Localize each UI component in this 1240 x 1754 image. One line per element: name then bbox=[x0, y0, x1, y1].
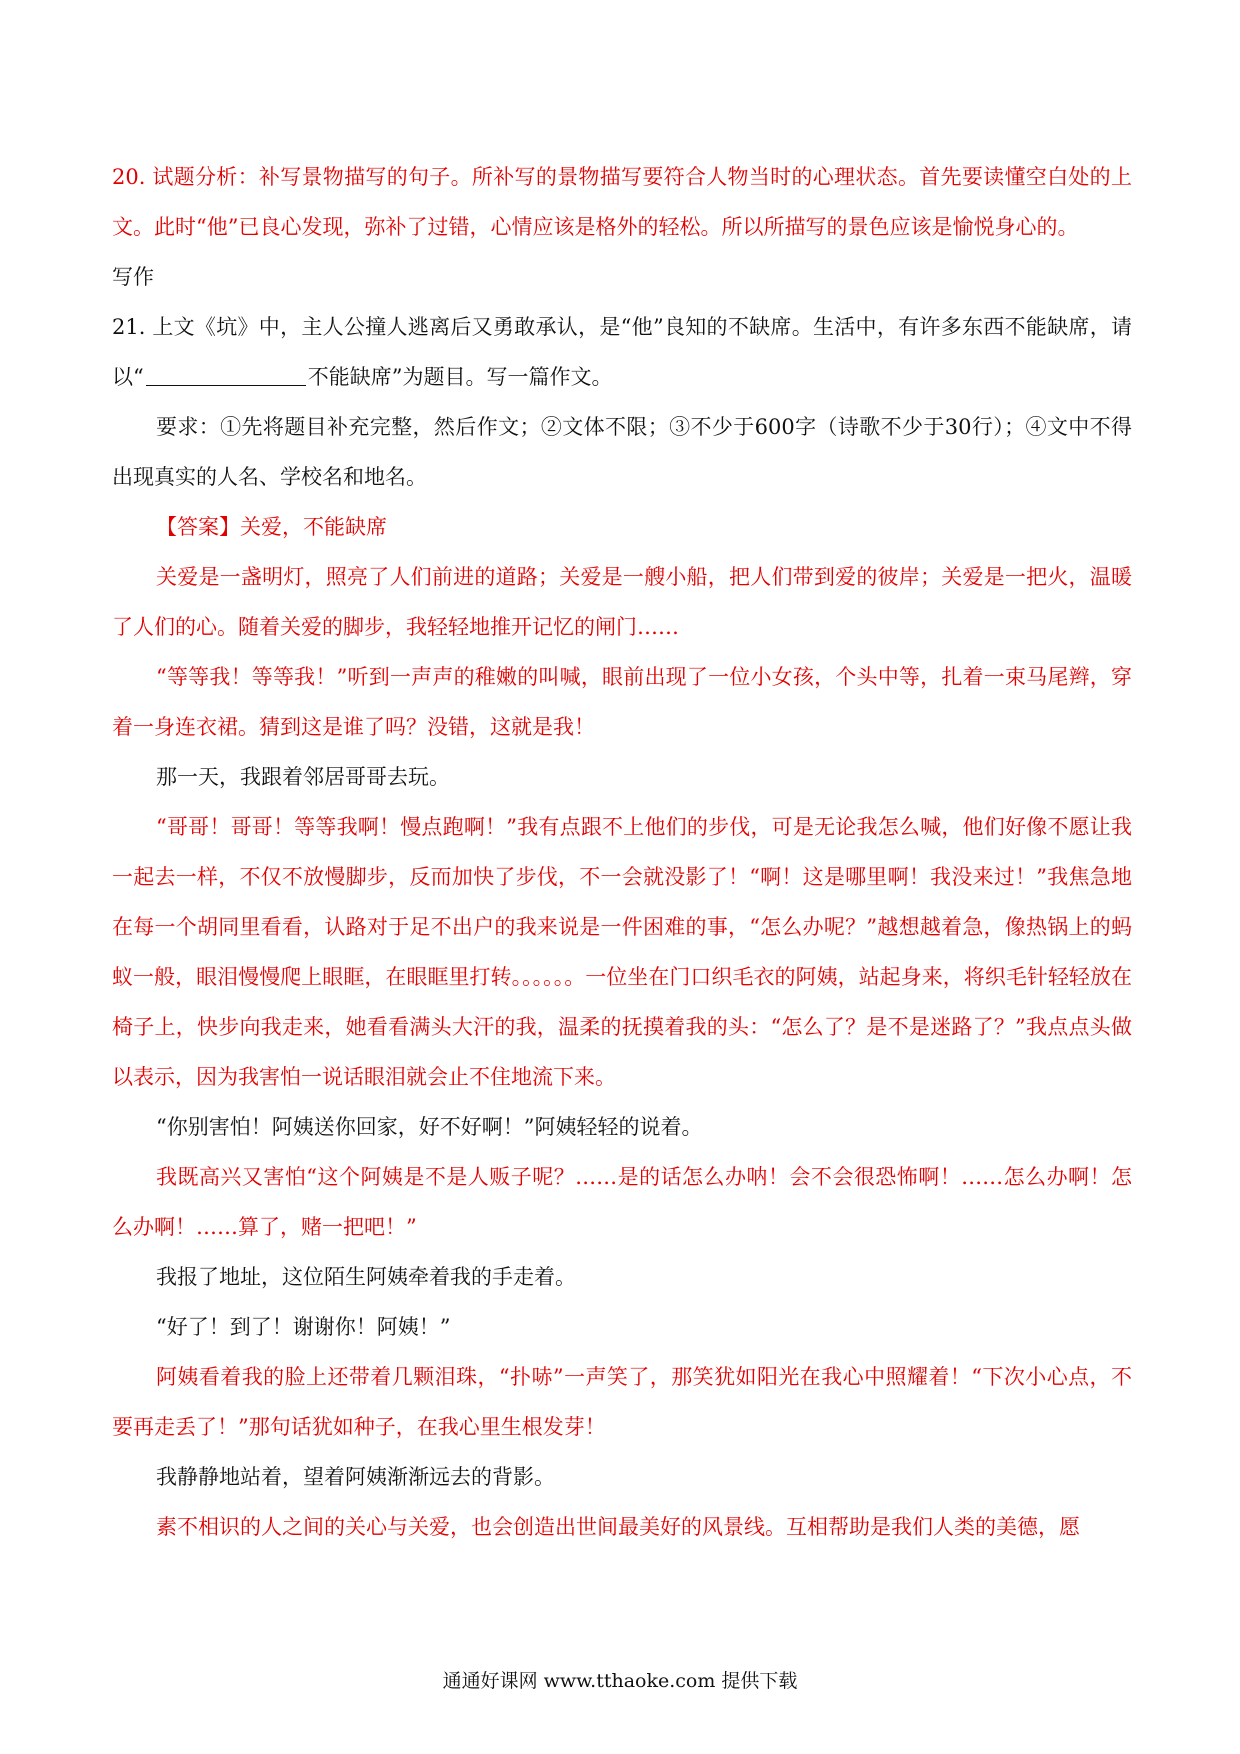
question-21-requirements: 要求：①先将题目补充完整，然后作文；②文体不限；③不少于600字（诗歌不少于30行）；④文中不得出现真实的人名、学校名和地名。 bbox=[112, 415, 1132, 489]
essay-paragraph: 我报了地址，这位陌生阿姨牵着我的手走着。 bbox=[156, 1265, 576, 1289]
title-blank bbox=[146, 363, 306, 386]
answer-heading bbox=[112, 502, 1132, 552]
analysis-20: 20. 试题分析：补写景物描写的句子。所补写的景物描写要符合人物当时的心理状态。首先要读懂空白处的上文。此时“他”已良心发现，弥补了过错，心情应该是格外的轻松。所以所描写的景色应该是愉悦身心的。 bbox=[112, 165, 1132, 239]
essay-paragraph: 那一天，我跟着邻居哥哥去玩。 bbox=[156, 765, 450, 789]
question-21-text-start: 21. 上文《坑》中，主人公撞人逃离后又勇敢承认，是“他”良知的不缺席。生活中，有许多东西不能缺席，请以“ bbox=[112, 315, 1132, 389]
essay-paragraph: 阿姨看着我的脸上还带着几颗泪珠，“扑哧”一声笑了，那笑犹如阳光在我心中照耀着！“下次小心点，不要再走丢了！”那句话犹如种子，在我心里生根发芽！ bbox=[112, 1365, 1132, 1439]
section-title: 写作 bbox=[112, 265, 154, 289]
essay-paragraph: “哥哥！哥哥！等等我啊！慢点跑啊！”我有点跟不上他们的步伐，可是无论我怎么喊，他们好像不愿让我一起去一样，不仅不放慢脚步，反而加快了步伐，不一会就没影了！“啊！这是哪里啊！我没来过！”我焦急地在每一个胡同里看看，认路对于足不出户的我来说是一件困难的事，“怎么办呢？”越想越着急，像热锅上的蚂蚁一般，眼泪慢慢爬上眼眶，在眼眶里打转。。。。。。一位坐在门口织毛衣的阿姨，站起身来，将织毛针轻轻放在椅子上，快步向我走来，她看看满头大汗的我，温柔的抚摸着我的头：“怎么了？是不是迷路了？”我点点头做以表示，因为我害怕一说话眼泪就会止不住地流下来。 bbox=[112, 815, 1132, 1089]
answer-label: 【答案】 bbox=[156, 515, 240, 539]
essay-body bbox=[112, 552, 1132, 1552]
question-21 bbox=[112, 302, 1132, 402]
essay-paragraph: “等等我！等等我！”听到一声声的稚嫩的叫喊，眼前出现了一位小女孩，个头中等，扎着一束马尾辫，穿着一身连衣裙。猜到这是谁了吗？没错，这就是我！ bbox=[112, 665, 1132, 739]
answer-title: 关爱，不能缺席 bbox=[240, 515, 387, 539]
page-footer: 通通好课网 www.tthaoke.com 提供下载 bbox=[442, 1670, 798, 1692]
essay-paragraph: “好了！到了！谢谢你！阿姨！” bbox=[156, 1315, 451, 1339]
essay-paragraph: 我既高兴又害怕“这个阿姨是不是人贩子呢？……是的话怎么办呐！会不会很恐怖啊！……怎么办啊！怎么办啊！……算了，赌一把吧！” bbox=[112, 1165, 1132, 1239]
question-21-text-end: 不能缺席”为题目。写一篇作文。 bbox=[307, 365, 613, 389]
essay-paragraph: 关爱是一盏明灯，照亮了人们前进的道路；关爱是一艘小船，把人们带到爱的彼岸；关爱是一把火，温暖了人们的心。随着关爱的脚步，我轻轻地推开记忆的闸门…… bbox=[112, 565, 1132, 639]
essay-paragraph: 我静静地站着，望着阿姨渐渐远去的背影。 bbox=[156, 1465, 555, 1489]
document-body bbox=[112, 152, 1132, 1552]
essay-paragraph: “你别害怕！阿姨送你回家，好不好啊！”阿姨轻轻的说着。 bbox=[156, 1115, 703, 1139]
essay-paragraph: 素不相识的人之间的关心与关爱，也会创造出世间最美好的风景线。互相帮助是我们人类的美德，愿 bbox=[156, 1515, 1080, 1539]
